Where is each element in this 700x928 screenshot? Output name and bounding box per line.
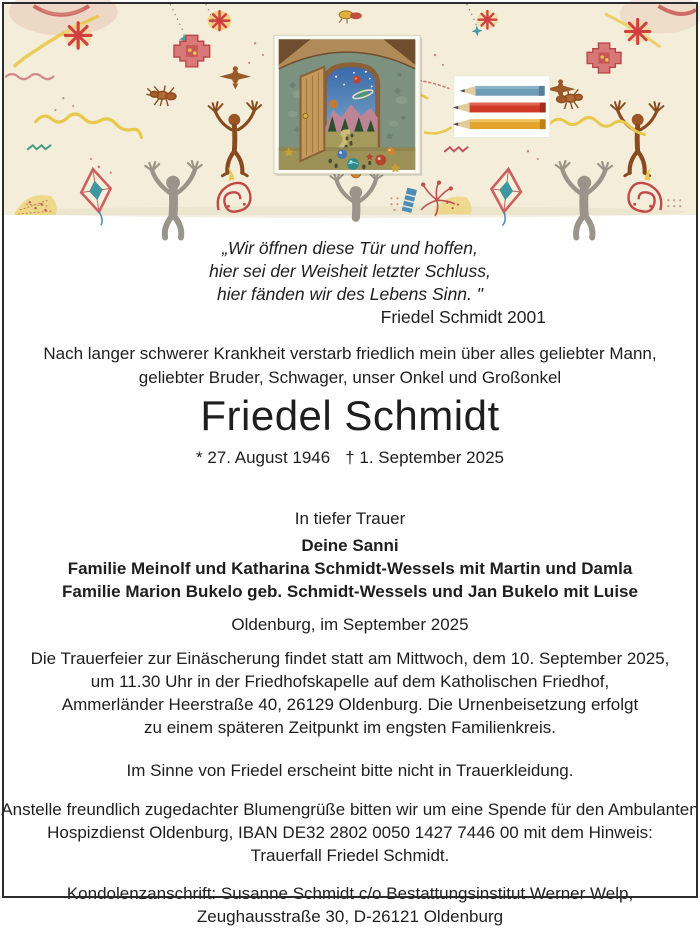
birth-date: * 27. August 1946 xyxy=(195,448,331,467)
red-pencil xyxy=(453,103,546,113)
funeral-line: zu einem späteren Zeitpunkt im engsten Familienkreis. xyxy=(144,718,556,737)
pencils-panel xyxy=(453,76,550,138)
place-date: Oldenburg, im September 2025 xyxy=(231,615,469,634)
quote-line: hier fänden wir des Lebens Sinn. " xyxy=(217,284,483,304)
blue-pencil xyxy=(460,86,545,96)
mourner-line: Familie Marion Bukelo geb. Schmidt-Wessels und Jan Bukelo mit Luise xyxy=(62,582,638,601)
notice-body xyxy=(0,215,700,928)
funeral-info xyxy=(0,647,700,739)
dress-note: Im Sinne von Friedel erscheint bitte nicht in Trauerkleidung. xyxy=(126,761,574,780)
deceased-name: Friedel Schmidt xyxy=(200,392,500,439)
donation-line: Anstelle freundlich zugedachter Blumengrüße bitten wir um eine Spende für den Ambulanten xyxy=(1,800,699,819)
intro-line: geliebter Bruder, Schwager, unser Onkel und Großonkel xyxy=(138,368,562,387)
donation-line: Hospizdienst Oldenburg, IBAN DE32 2802 0050 1427 7446 00 mit dem Hinweis: xyxy=(47,823,653,842)
mourning-intro: In tiefer Trauer xyxy=(294,509,406,528)
door-painting xyxy=(274,35,422,175)
intro-text xyxy=(0,342,700,390)
donation-line: Trauerfall Friedel Schmidt. xyxy=(250,846,450,865)
orange-pencil xyxy=(453,119,546,129)
condolence-line: Kondolenzanschrift: Susanne Schmidt c/o Bestattungsinstitut Werner Welp, xyxy=(66,884,634,903)
mourner-line: Deine Sanni xyxy=(301,536,399,555)
condolence-line: Zeughausstraße 30, D-26121 Oldenburg xyxy=(196,907,504,926)
donation-info xyxy=(0,790,700,867)
funeral-line: Die Trauerfeier zur Einäscherung findet statt am Mittwoch, dem 10. September 2025, xyxy=(30,649,670,668)
quote-line: „Wir öffnen diese Tür und hoffen, xyxy=(222,238,478,258)
artwork-band xyxy=(4,4,696,215)
mourners-list xyxy=(0,534,700,603)
mourner-line: Familie Meinolf und Katharina Schmidt-Wessels mit Martin und Damla xyxy=(67,559,633,578)
quote-block xyxy=(154,237,546,329)
funeral-line: um 11.30 Uhr in der Friedhofskapelle auf dem Katholischen Friedhof, xyxy=(90,672,610,691)
funeral-line: Ammerländer Heerstraße 40, 26129 Oldenburg. Die Urnenbeisetzung erfolgt xyxy=(61,695,639,714)
death-date: † 1. September 2025 xyxy=(345,448,504,467)
quote-line: hier sei der Weisheit letzter Schluss, xyxy=(209,261,491,281)
quote-attribution: Friedel Schmidt 2001 xyxy=(380,307,546,327)
life-dates xyxy=(0,447,700,468)
intro-line: Nach langer schwerer Krankheit verstarb friedlich mein über alles geliebter Mann, xyxy=(43,344,657,363)
condolence-address xyxy=(0,874,700,928)
